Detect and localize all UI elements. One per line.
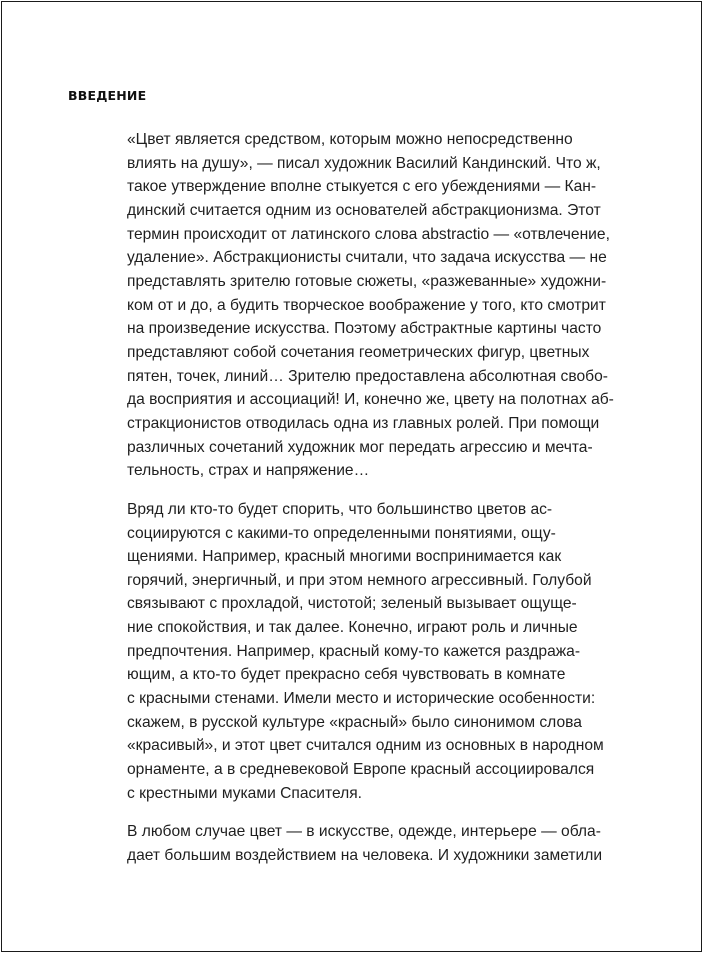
book-page [1,1,702,952]
text-line: тельность, страх и напряжение… [127,462,370,480]
text-line: такое утверждение вполне стыкуется с его убеждениями — Кан- [127,178,597,196]
text-line: социируются с какими-то определенными понятиями, ощу- [127,524,556,542]
text-line: пятен, точек, линий… Зрителю предоставлена абсолютная свобо- [127,367,608,385]
paragraph-3 [127,820,607,867]
text-line: щениями. Например, красный многими воспринимается как [127,548,562,566]
text-line: ние спокойствия, и так далее. Конечно, играют роль и личные [127,619,578,637]
text-line: с крестными муками Спасителя. [127,784,362,802]
text-line: влиять на душу», — писал художник Василий Кандинский. Что ж, [127,154,601,172]
text-line: связывают с прохладой, чистотой; зеленый вызывает ощуще- [127,595,577,613]
text-line: горячий, энергичный, и при этом немного агрессивный. Голубой [127,571,592,589]
text-line: термин происходит от латинского слова abstractio — «отвлечение, [127,225,610,243]
paragraph-2 [127,498,607,806]
text-line: с красными стенами. Имели место и исторические особенности: [127,690,596,708]
text-line: представлять зрителю готовые сюжеты, «разжеванные» художни- [127,272,607,290]
paragraph-1 [127,128,614,483]
body-text [127,128,614,883]
text-line: удаление». Абстракционисты считали, что задача искусства — не [127,249,607,267]
text-line: скажем, в русской культуре «красный» было синонимом слова [127,713,582,731]
text-line: «Цвет является средством, которым можно непосредственно [127,131,573,148]
text-line: дает большим воздействием на человека. И художники заметили [127,847,603,865]
text-line: В любом случае цвет — в искусстве, одежде, интерьере — обла- [127,823,601,841]
text-line: динский считается одним из основателей абстракционизма. Этот [127,201,601,219]
text-line: ком от и до, а будить творческое воображение у того, кто смотрит [127,296,606,314]
text-line: предпочтения. Например, красный кому-то кажется раздража- [127,642,581,660]
text-line: на произведение искусства. Поэтому абстрактные картины часто [127,320,602,338]
text-line: ющим, а кто-то будет прекрасно себя чувствовать в комнате [127,666,566,684]
text-line: орнаменте, а в средневековой Европе красный ассоциировался [127,761,595,779]
text-line: да восприятия и ассоциаций! И, конечно же, цвету на полотнах аб- [127,391,614,409]
text-line: стракционистов отводилась одна из главных ролей. При помощи [127,414,600,432]
text-line: «красивый», и этот цвет считался одним из основных в народном [127,737,604,755]
text-line: представляют собой сочетания геометрических фигур, цветных [127,343,590,361]
text-line: Вряд ли кто-то будет спорить, что большинство цветов ас- [127,500,553,518]
text-line: различных сочетаний художник мог передать агрессию и мечта- [127,438,593,456]
section-title: ВВЕДЕНИЕ [68,88,147,103]
